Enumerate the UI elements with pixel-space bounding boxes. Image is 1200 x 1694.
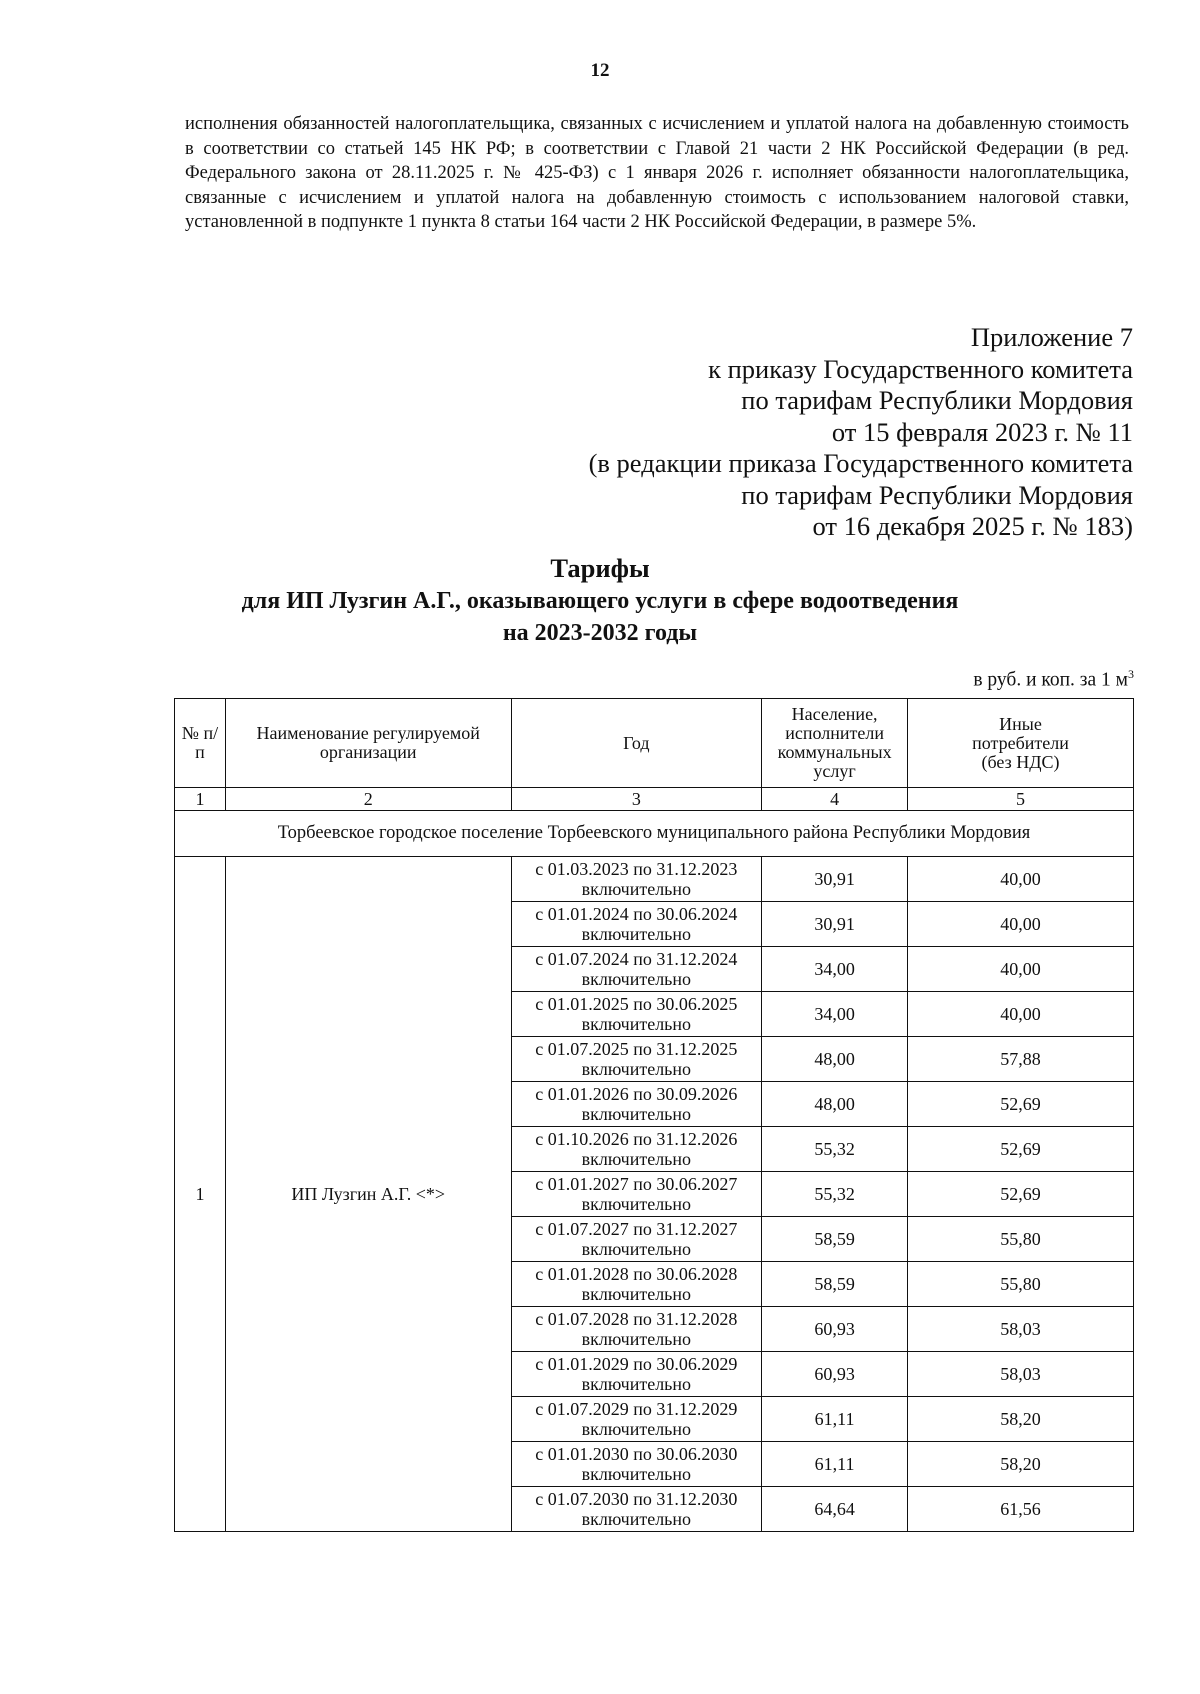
other-consumers-tariff: 58,03 [908,1352,1134,1397]
column-number: 5 [908,788,1134,811]
period-suffix: включительно [581,1419,692,1439]
page-number: 12 [590,60,610,81]
period-range: с 01.01.2030 по 30.06.2030 [535,1444,738,1464]
appendix-line: от 16 декабря 2025 г. № 183) [812,511,1133,541]
column-number: 3 [511,788,762,811]
units-text: в руб. и коп. за 1 м [973,669,1128,691]
period-range: с 01.07.2030 по 31.12.2030 [535,1489,738,1509]
population-tariff: 30,91 [762,902,908,947]
period-suffix: включительно [581,1104,692,1124]
appendix-line: (в редакции приказа Государственного комитета [588,448,1133,478]
period-range: с 01.07.2025 по 31.12.2025 [535,1039,738,1059]
period-suffix: включительно [581,969,692,989]
period-cell [511,1037,762,1082]
period-range: с 01.01.2024 по 30.06.2024 [535,904,738,924]
tariff-table [174,698,1134,1532]
group-row [175,811,1134,857]
period-cell [511,1127,762,1172]
appendix-line: по тарифам Республики Мордовия [741,479,1133,510]
period-suffix: включительно [581,879,692,899]
other-consumers-tariff: 58,20 [908,1397,1134,1442]
document-title [0,552,1200,649]
column-number: 4 [762,788,908,811]
period-range: с 01.07.2028 по 31.12.2028 [535,1309,738,1329]
other-consumers-tariff: 57,88 [908,1037,1134,1082]
period-suffix: включительно [581,1194,692,1214]
period-suffix: включительно [581,1284,692,1304]
period-cell [511,1217,762,1262]
population-tariff: 60,93 [762,1307,908,1352]
period-cell [511,1262,762,1307]
period-cell [511,1172,762,1217]
population-tariff: 48,00 [762,1082,908,1127]
population-tariff: 55,32 [762,1172,908,1217]
units-label [973,667,1134,692]
column-number: 1 [175,788,226,811]
population-tariff: 61,11 [762,1397,908,1442]
other-consumers-tariff: 52,69 [908,1127,1134,1172]
header-number: № п/п [175,699,226,788]
title-main: Тарифы [550,553,650,583]
title-years: на 2023-2032 годы [502,620,698,646]
header-population: Население, исполнители коммунальных услуг [762,699,908,788]
title-subtitle: для ИП Лузгин А.Г., оказывающего услуги в сфере водоотведения [241,588,959,614]
period-range: с 01.03.2023 по 31.12.2023 [535,859,738,879]
period-suffix: включительно [581,1464,692,1484]
population-tariff: 60,93 [762,1352,908,1397]
period-range: с 01.10.2026 по 31.12.2026 [535,1129,738,1149]
period-suffix: включительно [581,1059,692,1079]
period-cell [511,1352,762,1397]
appendix-header [433,322,1133,543]
period-range: с 01.01.2028 по 30.06.2028 [535,1264,738,1284]
period-cell [511,857,762,902]
group-title: Торбеевское городское поселение Торбеевского муниципального района Республики Мордовия [175,811,1134,857]
units-superscript: 3 [1128,667,1134,681]
period-cell [511,1397,762,1442]
population-tariff: 30,91 [762,857,908,902]
period-suffix: включительно [581,1374,692,1394]
other-consumers-tariff: 58,20 [908,1442,1134,1487]
other-consumers-tariff: 52,69 [908,1172,1134,1217]
period-suffix: включительно [581,1149,692,1169]
period-range: с 01.01.2029 по 30.06.2029 [535,1354,738,1374]
population-tariff: 55,32 [762,1127,908,1172]
period-suffix: включительно [581,1014,692,1034]
column-number-row [175,788,1134,811]
population-tariff: 48,00 [762,1037,908,1082]
organization-name: ИП Лузгин А.Г. <*> [225,857,511,1532]
period-suffix: включительно [581,924,692,944]
column-number: 2 [225,788,511,811]
intro-paragraph: исполнения обязанностей налогоплательщика, связанных с исчислением и уплатой налога на добавленную стоимость в соответствии со статьей 145 НК РФ; в соответствии с Главой 21 части 2 НК Российской Федерации (в ред. Федерального закона от 28.11.2025 г. № 425-ФЗ) с 1 января 2026 г. исполняет обязанности налогоплательщика, связанные с исчислением и уплатой налога на добавленную стоимость с использованием налоговой ставки, установленной в подпункте 1 пункта 8 статьи 164 части 2 НК Российской Федерации, в размере 5%. [185,114,1129,232]
population-tariff: 34,00 [762,992,908,1037]
period-suffix: включительно [581,1509,692,1529]
period-suffix: включительно [581,1329,692,1349]
table-header-row [175,699,1134,788]
other-consumers-tariff: 58,03 [908,1307,1134,1352]
table-row [175,857,1134,902]
period-suffix: включительно [581,1239,692,1259]
population-tariff: 34,00 [762,947,908,992]
population-tariff: 64,64 [762,1487,908,1532]
other-consumers-tariff: 40,00 [908,947,1134,992]
other-consumers-tariff: 55,80 [908,1217,1134,1262]
row-number: 1 [175,857,226,1532]
period-cell [511,1307,762,1352]
period-range: с 01.07.2024 по 31.12.2024 [535,949,738,969]
period-cell [511,1082,762,1127]
appendix-line: к приказу Государственного комитета [708,353,1133,384]
period-range: с 01.01.2025 по 30.06.2025 [535,994,738,1014]
period-range: с 01.07.2029 по 31.12.2029 [535,1399,738,1419]
appendix-line: Приложение 7 [970,322,1133,352]
other-consumers-tariff: 40,00 [908,902,1134,947]
other-consumers-tariff: 61,56 [908,1487,1134,1532]
appendix-line: по тарифам Республики Мордовия [741,385,1133,415]
period-cell [511,992,762,1037]
header-other-consumers: Иные потребители (без НДС) [908,699,1134,788]
header-organization: Наименование регулируемой организации [225,699,511,788]
other-consumers-tariff: 52,69 [908,1082,1134,1127]
period-cell [511,947,762,992]
period-range: с 01.07.2027 по 31.12.2027 [535,1219,738,1239]
period-cell [511,1487,762,1532]
period-cell [511,902,762,947]
header-year: Год [511,699,762,788]
period-cell [511,1442,762,1487]
period-range: с 01.01.2026 по 30.09.2026 [535,1084,738,1104]
population-tariff: 61,11 [762,1442,908,1487]
population-tariff: 58,59 [762,1217,908,1262]
appendix-line: от 15 февраля 2023 г. № 11 [831,416,1133,447]
other-consumers-tariff: 40,00 [908,857,1134,902]
other-consumers-tariff: 40,00 [908,992,1134,1037]
population-tariff: 58,59 [762,1262,908,1307]
period-range: с 01.01.2027 по 30.06.2027 [535,1174,738,1194]
other-consumers-tariff: 55,80 [908,1262,1134,1307]
